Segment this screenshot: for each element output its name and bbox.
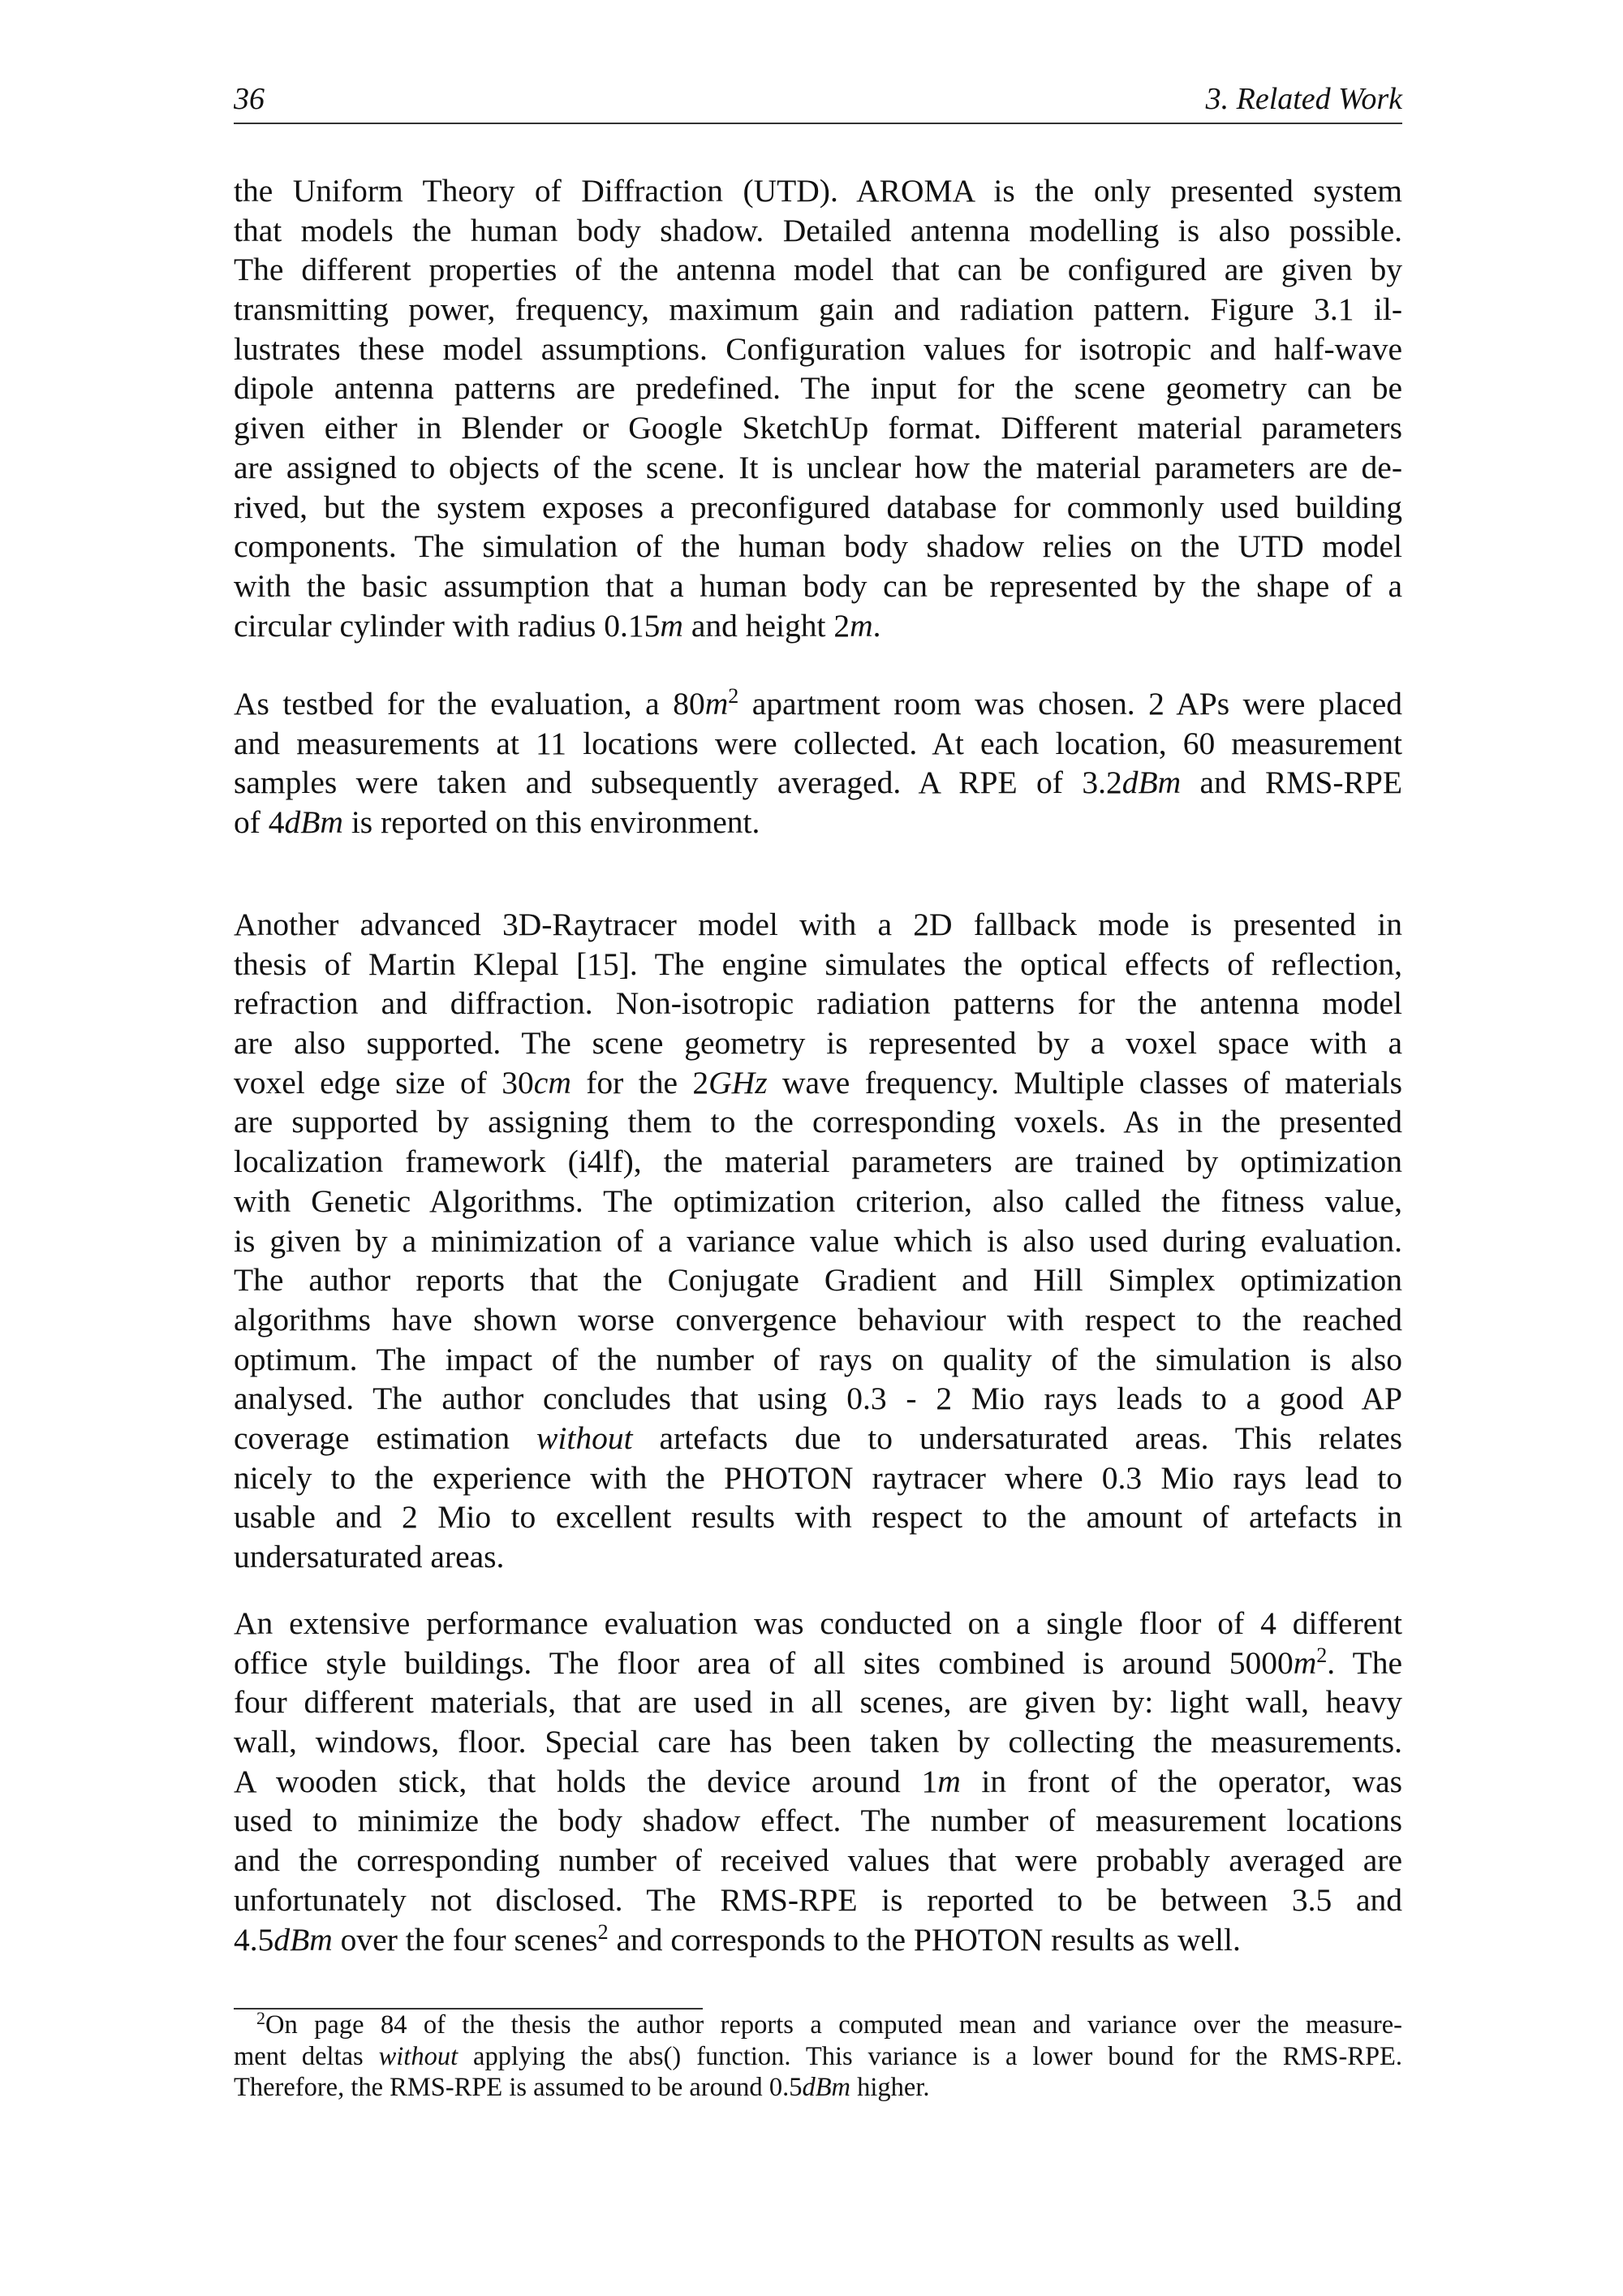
- text-line: four different materials, that are used in all scenes, are given by: light wall, heavy: [234, 1684, 1402, 1721]
- text-line: undersaturated areas.: [234, 1539, 505, 1574]
- paragraph-aroma-model: [234, 171, 1402, 645]
- text-line: lustrates these model assumptions. Configuration values for isotropic and half-wave: [234, 330, 1402, 367]
- page-number: 36: [234, 82, 265, 116]
- text-line: voxel edge size of 30cm for the 2GHz wave frequency. Multiple classes of materials: [234, 1064, 1402, 1101]
- text-line: are supported by assigning them to the corresponding voxels. As in the presented: [234, 1104, 1402, 1140]
- running-header: [234, 81, 1402, 122]
- text-line: transmitting power, frequency, maximum gain and radiation pattern. Figure 3.1 il-: [234, 291, 1402, 328]
- text-line: The author reports that the Conjugate Gradient and Hill Simplex optimization: [234, 1262, 1402, 1299]
- text-line: used to minimize the body shadow effect. The number of measurement locations: [234, 1803, 1402, 1839]
- text-line: and measurements at 11 locations were collected. At each location, 60 measurement: [234, 725, 1402, 761]
- text-line: rived, but the system exposes a preconfigured database for commonly used building: [234, 489, 1402, 525]
- text-line: As testbed for the evaluation, a $80m^2$ apartment room was chosen. 2 APs were placed: [234, 684, 1402, 722]
- header-rule: [234, 123, 1402, 124]
- text-line: office style buildings. The floor area of all sites combined is around $5000m^2$. The: [234, 1643, 1402, 1681]
- text-line: the Uniform Theory of Diffraction (UTD). AROMA is the only presented system: [234, 173, 1402, 209]
- text-line: optimum. The impact of the number of rays on quality of the simulation is also: [234, 1341, 1402, 1377]
- text-line: Another advanced 3D-Raytracer model with a 2D fallback mode is presented in: [234, 907, 1402, 942]
- text-line: components. The simulation of the human body shadow relies on the UTD model: [234, 528, 1402, 565]
- text-line: of 4dBm is reported on this environment.: [234, 804, 760, 841]
- footnote-text: On page 84 of the thesis the author reports a computed mean and variance over the measure-: [265, 2010, 1402, 2040]
- text-line: usable and 2 Mio to excellent results with respect to the amount of artefacts in: [234, 1499, 1402, 1536]
- text-line: wall, windows, floor. Special care has been taken by collecting the measurements.: [234, 1724, 1402, 1760]
- text-line: coverage estimation without artefacts due to undersaturated areas. This relates: [234, 1419, 1402, 1456]
- text-line: with the basic assumption that a human body can be represented by the shape of a: [234, 567, 1402, 604]
- text-line: is given by a minimization of a variance value which is also used during evaluation.: [234, 1222, 1402, 1259]
- text-line: 4.5dBm over the four scenes$^2$ and corresponds to the PHOTON results as well.: [234, 1919, 1241, 1958]
- paragraph-aroma-testbed: [234, 684, 1402, 842]
- text-line: nicely to the experience with the PHOTON raytracer where 0.3 Mio rays lead to: [234, 1459, 1402, 1496]
- paragraph-klepal-raytracer: [234, 905, 1402, 1577]
- text-line: samples were taken and subsequently averaged. A RPE of 3.2dBm and RMS-RPE: [234, 765, 1402, 801]
- text-line: analysed. The author concludes that using 0.3 - 2 Mio rays leads to a good AP: [234, 1381, 1402, 1417]
- text-line: unfortunately not disclosed. The RMS-RPE is reported to be between 3.5 and: [234, 1881, 1402, 1918]
- text-line: localization framework (i4lf), the material parameters are trained by optimization: [234, 1144, 1402, 1180]
- text-line: refraction and diffraction. Non-isotropic radiation patterns for the antenna model: [234, 985, 1402, 1022]
- text-line: The different properties of the antenna model that can be configured are given by: [234, 252, 1402, 288]
- text-line: are assigned to objects of the scene. It is unclear how the material parameters are de-: [234, 449, 1402, 485]
- text-line: A wooden stick, that holds the device around 1m in front of the operator, was: [234, 1763, 1402, 1799]
- paragraph-performance-evaluation: [234, 1604, 1402, 1959]
- text-line: and the corresponding number of received values that were probably averaged are: [234, 1842, 1402, 1879]
- footnote: [234, 2010, 1402, 2104]
- footnote-line: [234, 2010, 1402, 2041]
- text-line: algorithms have shown worse convergence behaviour with respect to the reached: [234, 1301, 1402, 1338]
- text-line: dipole antenna patterns are predefined. The input for the scene geometry can be: [234, 370, 1402, 407]
- text-line: that models the human body shadow. Detailed antenna modelling is also possible.: [234, 212, 1402, 248]
- footnote-marker: 2: [256, 2008, 265, 2028]
- text-line: Therefore, the RMS-RPE is assumed to be around 0.5dBm higher.: [234, 2073, 930, 2102]
- text-line: are also supported. The scene geometry is represented by a voxel space with a: [234, 1025, 1402, 1062]
- text-line: thesis of Martin Klepal [15]. The engine simulates the optical effects of reflection,: [234, 946, 1402, 982]
- text-line: ment deltas without applying the abs() function. This variance is a lower bound for the RMS-RPE.: [234, 2041, 1402, 2071]
- text-line: with Genetic Algorithms. The optimization criterion, also called the fitness value,: [234, 1182, 1402, 1219]
- text-line: An extensive performance evaluation was conducted on a single floor of 4 different: [234, 1605, 1402, 1641]
- text-line: circular cylinder with radius 0.15m and height 2m.: [234, 607, 881, 644]
- chapter-title: 3. Related Work: [1205, 82, 1402, 116]
- text-line: given either in Blender or Google SketchUp format. Different material parameters: [234, 410, 1402, 446]
